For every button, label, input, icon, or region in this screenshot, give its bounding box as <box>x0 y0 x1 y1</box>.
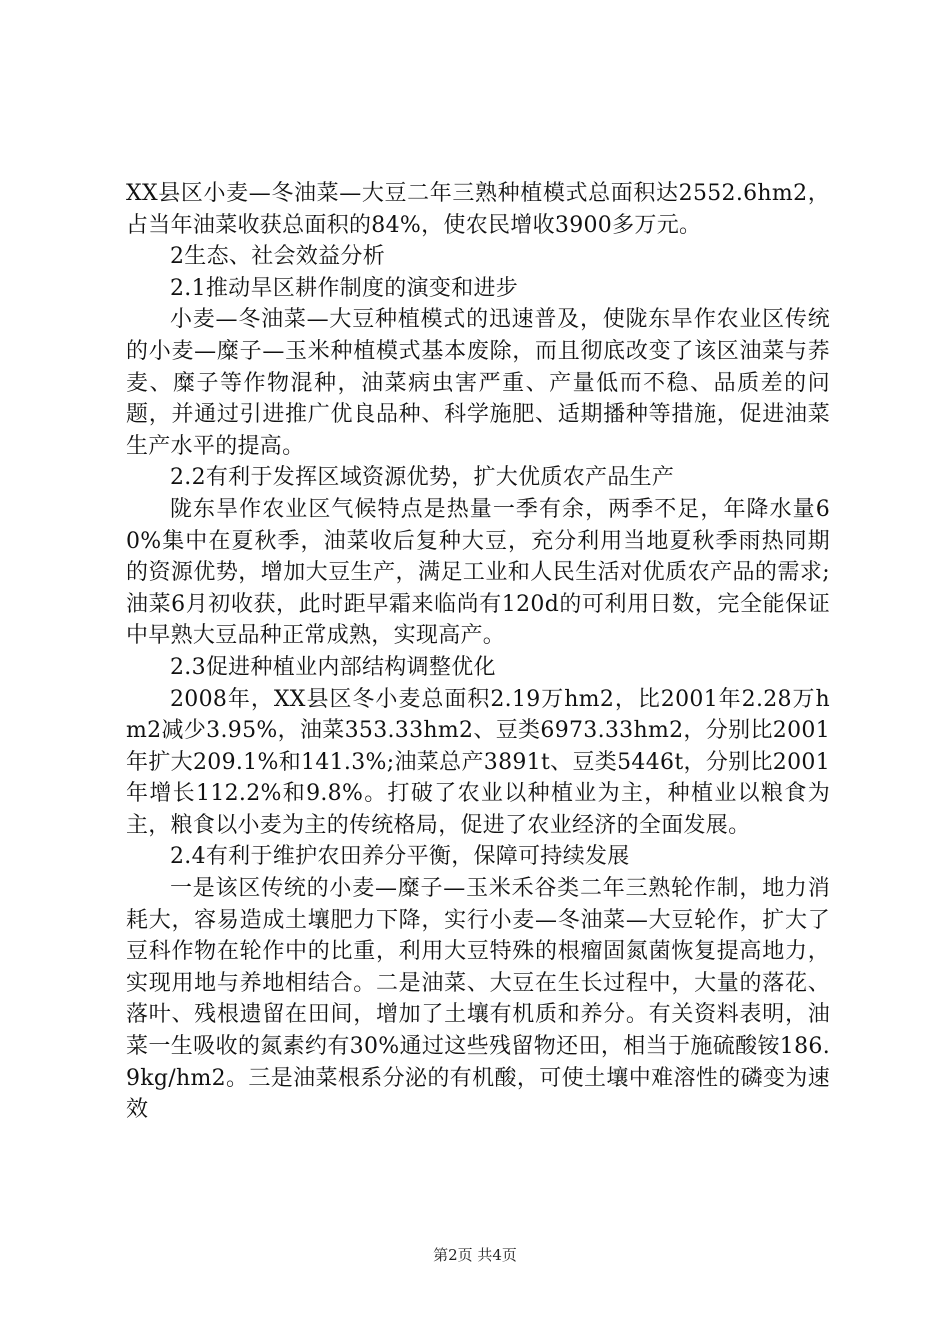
paragraph-intro: XX县区小麦—冬油菜—大豆二年三熟种植模式总面积达2552.6hm2，占当年油菜收获总面积的84%，使农民增收3900多万元。 <box>126 181 830 238</box>
paragraph-2-4: 一是该区传统的小麦—糜子—玉米禾谷类二年三熟轮作制，地力消耗大，容易造成土壤肥力下降，实行小麦—冬油菜—大豆轮作，扩大了豆科作物在轮作中的比重，利用大豆特殊的根瘤固氮菌恢复提高地力，实现用地与养地相结合。二是油菜、大豆在生长过程中，大量的落花、落叶、残根遗留在田间，增加了土壤有机质和养分。有关资料表明，油菜一生吸收的氮素约有30%通过这些残留物还田，相当于施硫酸铵186.9kg/hm2。三是油菜根系分泌的有机酸，可使土壤中难溶性的磷变为速效 <box>126 876 830 1123</box>
paragraph-2-2: 陇东旱作农业区气候特点是热量一季有余，两季不足，年降水量60%集中在夏秋季，油菜收后复种大豆，充分利用当地夏秋季雨热同期的资源优势，增加大豆生产，满足工业和人民生活对优质农产品的需求;油菜6月初收获，此时距早霜来临尚有120d的可利用日数，完全能保证中早熟大豆品种正常成熟，实现高产。 <box>126 496 830 649</box>
section-heading-2-2: 2.2有利于发挥区域资源优势，扩大优质农产品生产 <box>170 465 675 491</box>
page-footer: 第2页 共4页 <box>433 1246 517 1264</box>
paragraph-2-3: 2008年，XX县区冬小麦总面积2.19万hm2，比2001年2.28万hm2减少3.95%，油菜353.33hm2、豆类6973.33hm2，分别比2001年扩大209.1%和141.3%;油菜总产3891t、豆类5446t，分别比2001年增长112.2%和9.8%。打破了农业以种植业为主，种植业以粮食为主，粮食以小麦为主的传统格局，促进了农业经济的全面发展。 <box>126 686 830 838</box>
section-heading-2-3: 2.3促进种植业内部结构调整优化 <box>170 654 496 680</box>
section-heading-2-1: 2.1推动旱区耕作制度的演变和进步 <box>170 275 519 301</box>
section-heading-2: 2生态、社会效益分析 <box>170 244 385 270</box>
paragraph-2-1: 小麦—冬油菜—大豆种植模式的迅速普及，使陇东旱作农业区传统的小麦—糜子—玉米种植模式基本废除，而且彻底改变了该区油菜与荞麦、糜子等作物混种，油菜病虫害严重、产量低而不稳、品质差的问题，并通过引进推广优良品种、科学施肥、适期播种等措施，促进油菜生产水平的提高。 <box>126 307 830 459</box>
document-body <box>126 178 830 1126</box>
section-heading-2-4: 2.4有利于维护农田养分平衡，保障可持续发展 <box>170 844 630 870</box>
